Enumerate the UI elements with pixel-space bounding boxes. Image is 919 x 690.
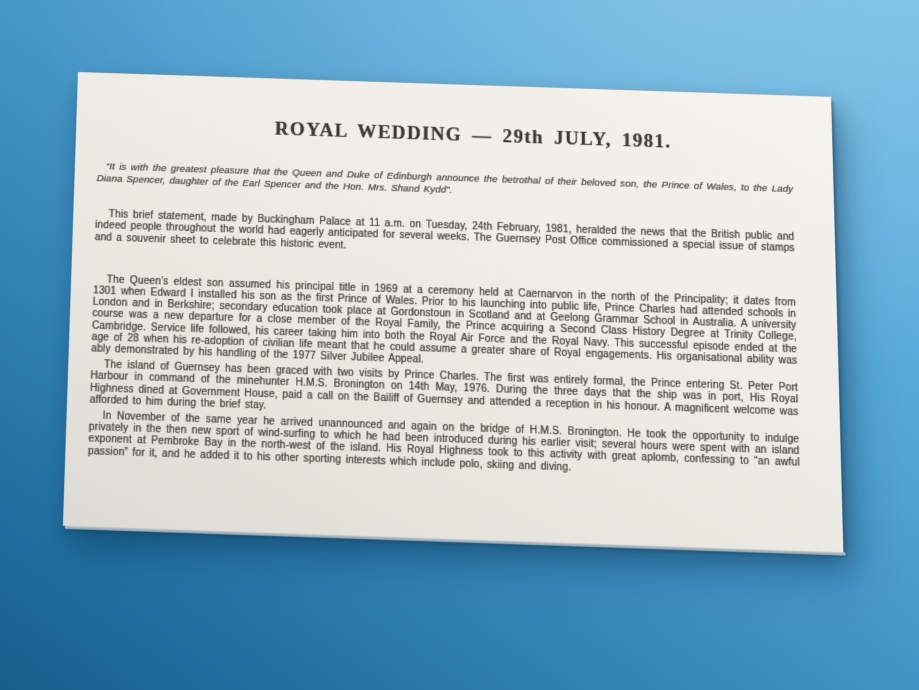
card-title: ROYAL WEDDING — 29th JULY, 1981. <box>274 118 672 153</box>
souvenir-insert-card <box>63 72 844 552</box>
paragraph-second-visit-windsurfing: In November of the same year he arrived unannounced and again on the bridge of H.M.S. Bronington. He took the opportunity to indulge privately in the then new sport of wind-surfing to which he had been introduced during his earlier visit; several hours were spent with an island exponent at Pembroke Bay in the north-west of the island. His Royal Highness took to this activity with great aplomb, confessing to “an awful passion” for it, and he added it to his other sporting interests which include polo, skiing and diving. <box>87 410 800 474</box>
paragraph-guernsey-first-visit: The island of Guernsey has been graced with two visits by Prince Charles. The first was entirely formal, the Prince entering St. Peter Port Harbour in command of the minehunter H.M.S. Bronington on 14th May, 1976. During the three days that the ship was in port, His Royal Highness dined at Government House, paid a call on the Bailiff of Guernsey and attended a reception in his honour. A magnificent welcome was afforded to him during the brief stay. <box>89 359 799 418</box>
betrothal-announcement-quote: “It is with the greatest pleasure that the Queen and Duke of Edinburgh announce the betrothal of their beloved son, the Prince of Wales, to the Lady Diana Spencer, daughter of the Earl Spencer and the Hon. Mrs. Shand Kydd”. <box>96 161 794 196</box>
paragraph-palace-statement: This brief statement, made by Buckingham Palace at 11 a.m. on Tuesday, 24th February, 1981, heralded the news that the British public and indeed people throughout the world had eagerly anticipated for several weeks. The Guernsey Post Office commissioned a special issue of stamps and a souvenir sheet to celebrate this historic event. <box>94 209 795 255</box>
paragraph-prince-of-wales-biography: The Queen’s eldest son assumed his principal title in 1969 at a ceremony held at Caernarvon in the north of the Principality; it dates from 1301 when Edward I installed his son as the first Prince of Wales. Prior to his launching into public life, Prince Charles had attended schools in London and in Berkshire; secondary education took place at Gordonstoun in Scotland and at Geelong Grammar School in Australia. A university course was a new departure for a close member of the Royal Family, the Prince acquiring a Second Class History Degree at Trinity College, Cambridge. Service life followed, his career taking him into both the Royal Air Force and the Royal Navy. This successful episode ended at the age of 28 when his re-adoption of civilian life meant that he could assume a greater share of Royal engagements. His organisational ability was ably demonstrated by his handling of the 1977 Silver Jubilee Appeal. <box>91 274 798 367</box>
